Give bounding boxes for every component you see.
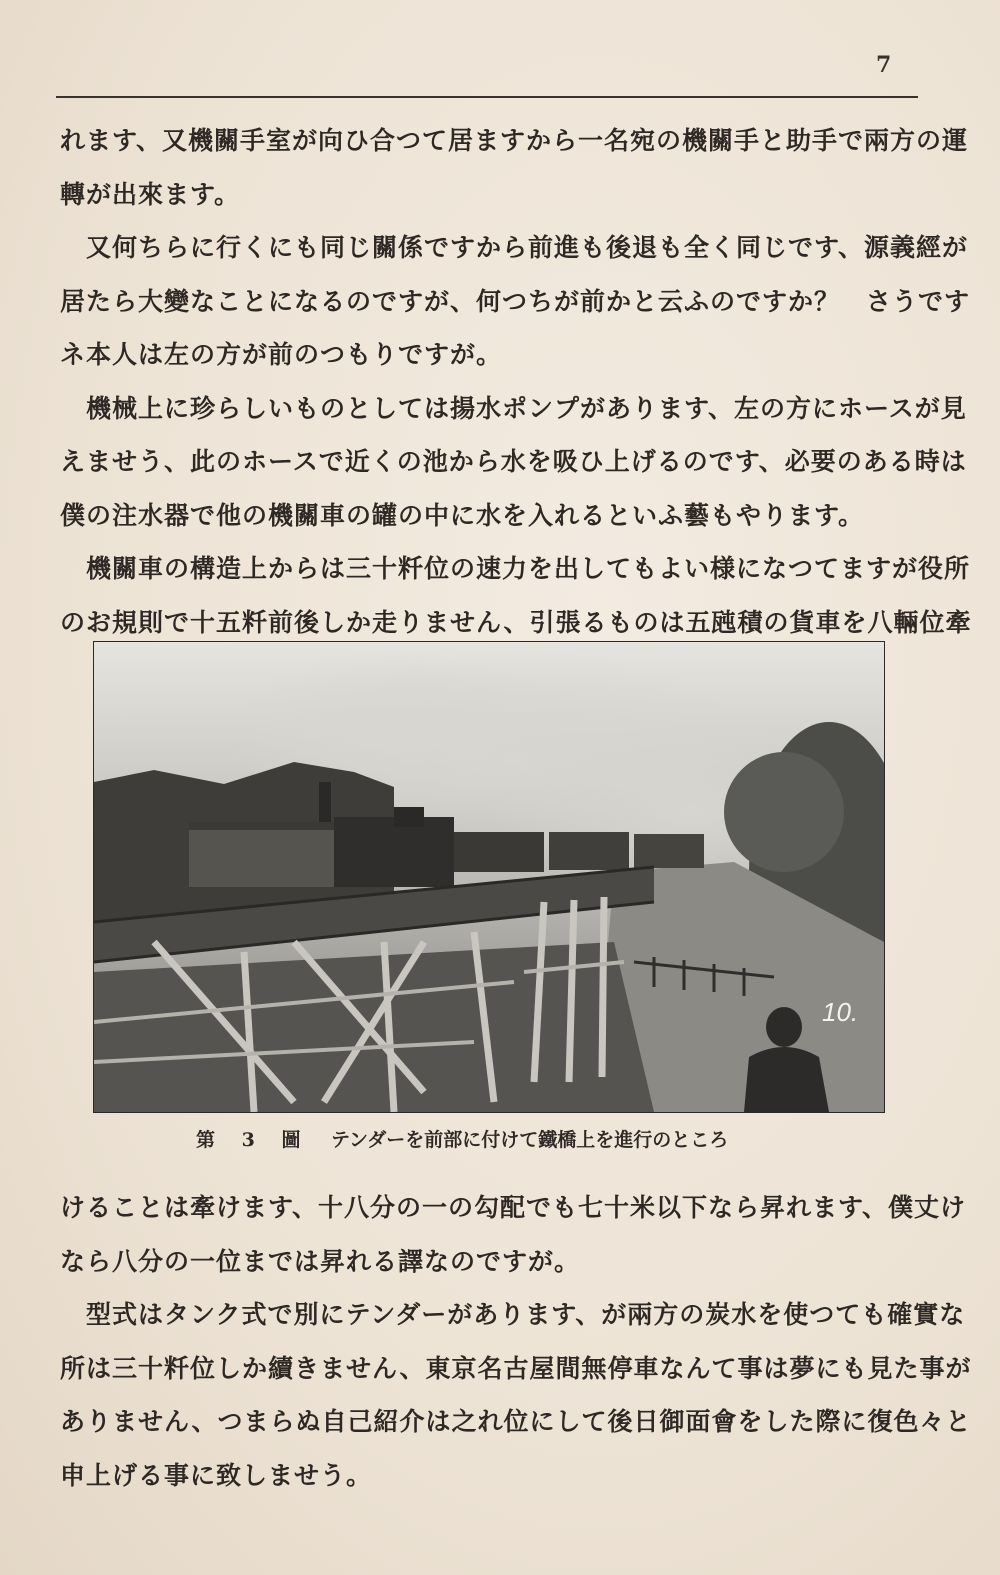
page-number: 7	[876, 52, 892, 78]
text-line: 轉が出來ます。	[60, 179, 241, 209]
text-line: 居たら大變なことになるのですが、何つちが前かと云ふのですか？ さうです	[60, 286, 971, 316]
text-line: けることは牽けます、十八分の一の勾配でも七十米以下なら昇れます、僕丈け	[60, 1193, 967, 1222]
text-line: 僕の注水器で他の機關車の罐の中に水を入れるといふ藝もやります。	[60, 500, 865, 530]
text-line: 機關車の構造上からは三十粁位の速力を出してもよい様になつてますが役所	[86, 554, 971, 583]
text-line: ありません、つまらぬ自己紹介は之れ位にして後日御面會をした際に復色々と	[60, 1407, 972, 1436]
figure-caption-text: テンダーを前部に付けて鐵橋上を進行のところ	[331, 1129, 729, 1151]
text-line: 所は三十粁位しか續きません、東京名古屋間無停車なんて事は夢にも見た事が	[60, 1353, 972, 1383]
text-line: れます、又機關手室が向ひ合つて居ますから一名宛の機關手と助手で兩方の運	[60, 126, 969, 155]
text-line: 申上げる事に致しませう。	[60, 1460, 373, 1490]
header-rule	[56, 96, 918, 98]
text-line: えませう、此のホースで近くの池から水を吸ひ上げるのです、必要のある時は	[60, 447, 967, 476]
figure-number: 第 3 圖	[196, 1129, 311, 1151]
text-line: ネ本人は左の方が前のつもりですが。	[60, 340, 503, 369]
text-line: 又何ちらに行くにも同じ關係ですから前進も後退も全く同じです、源義經が	[86, 233, 969, 262]
text-line: 型式はタンク式で別にテンダーがあります、が兩方の炭水を使つても確實な	[86, 1300, 966, 1329]
text-line: 機械上に珍らしいものとしては揚水ポンプがあります、左の方にホースが見	[86, 393, 967, 423]
body-text-bottom	[60, 1181, 972, 1502]
photo-train-on-bridge	[93, 641, 885, 1113]
figure-caption	[196, 1125, 836, 1152]
photo-number-label: 10.	[822, 997, 859, 1027]
body-text-top	[60, 114, 972, 649]
text-line: のお規則で十五粁前後しか走りません、引張るものは五瓲積の貨車を八輛位牽	[60, 607, 972, 637]
text-line: なら八分の一位までは昇れる譯なのですが。	[60, 1246, 581, 1276]
